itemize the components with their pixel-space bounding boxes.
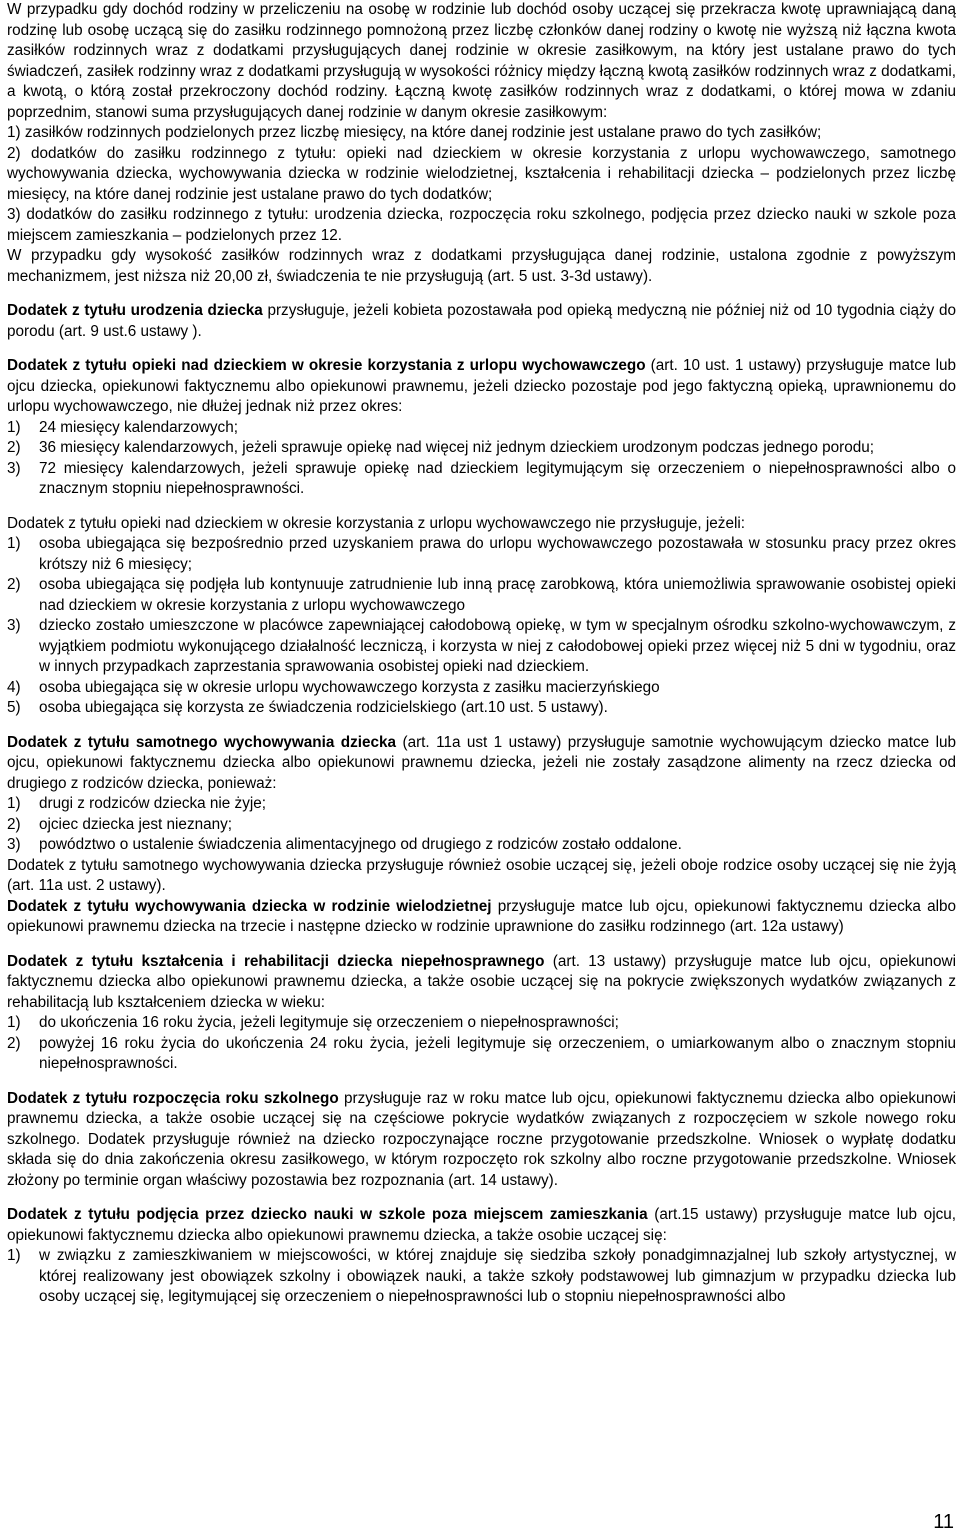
list-item-number: 1): [7, 1014, 21, 1031]
page-number: 11: [933, 1511, 954, 1533]
document-page: [7, 0, 956, 1308]
list-item: [7, 534, 956, 575]
list-item-text: w związku z zamieszkiwaniem w miejscowości, w której znajduje się siedziba szkoły ponadgimnazjalnej lub szkoły artystycznej, w której realizowany jest obowiązek szkolny i obowiązek nauki, a także szkoły podstawowej lub gimnazjum w przypadku dziecka lub osoby uczącej się, legitymującej się orzeczeniem o niepełnosprawności lub o stopniu niepełnosprawności albo: [39, 1247, 956, 1305]
care-text: (art. 10 ust. 1 ustawy) przysługuje matce lub ojcu dziecka, opiekunowi faktycznemu albo opiekunowi prawnemu, jeżeli dziecko pozostaje pod jego faktyczną opieką, uprawnionemu do urlopu wychowawczego, nie dłużej jednak niż przez okres:: [7, 357, 956, 415]
list-item-text: ojciec dziecka jest nieznany;: [39, 815, 233, 833]
list-item-text: osoba ubiegająca się korzysta ze świadczenia rodzicielskiego (art.10 ust. 5 ustawy).: [39, 699, 608, 716]
intro-threshold-paragraph: W przypadku gdy wysokość zasiłków rodzinnych wraz z dodatkami przysługująca danej rodzinie, ustalona zgodnie z powyższym mechanizmem, jest niższa niż 20,00 zł, świadczenia te nie przysługują (art. 5 ust. 3-3d ustawy).: [7, 247, 956, 285]
list-item: [7, 575, 956, 616]
education-heading: Dodatek z tytułu kształcenia i rehabilitacji dziecka niepełnosprawnego: [7, 952, 545, 970]
list-item-number: 1): [7, 1247, 21, 1264]
list-item-text: powyżej 16 roku życia do ukończenia 24 roku życia, jeżeli legitymuje się orzeczeniem, o umiarkowanym albo o znacznym stopniu niepełnosprawności.: [39, 1034, 956, 1072]
education-list: [7, 1013, 956, 1075]
single-list: [7, 794, 956, 856]
intro-paragraph: W przypadku gdy dochód rodziny w przeliczeniu na osobę w rodzinie lub dochód osoby uczącej się przekracza kwotę uprawniającą daną rodzinę lub osobę uczącą się do zasiłku rodzinnego pomnożoną przez liczbę członków danej rodziny o kwotę nie wyższą niż łączna kwota zasiłków rodzinnych wraz z dodatkami przysługujących danej rodzinie w okresie zasiłkowym, na który jest ustalane prawo do tych świadczeń, zasiłek rodzinny wraz z dodatkami przysługują w wysokości różnicy między łączną kwotą zasiłków rodzinnych wraz z dodatkami, a kwotą, o którą został przekroczony dochód rodziny. Łączną kwotę zasiłków rodzinnych wraz z dodatkami, o której mowa w zdaniu poprzednim, stanowi suma przysługujących danej rodzinie w danym okresie zasiłkowym:: [7, 1, 956, 121]
birth-heading: Dodatek z tytułu urodzenia dziecka: [7, 302, 263, 319]
list-item-text: osoba ubiegająca się bezpośrednio przed uzyskaniem prawa do urlopu wychowawczego pozostawała w stosunku pracy przez okres krótszy niż 6 miesięcy;: [39, 535, 956, 573]
list-item: [7, 1246, 956, 1308]
care-list: [7, 418, 956, 500]
away-school-section: [7, 1205, 956, 1246]
list-item-number: 5): [7, 699, 21, 716]
single-heading: Dodatek z tytułu samotnego wychowywania dziecka: [7, 733, 397, 751]
list-item-number: 2): [7, 439, 21, 456]
list-item-number: 1): [7, 418, 21, 436]
list-item: [7, 616, 956, 678]
list-item: [7, 1034, 956, 1075]
list-item-text: osoba ubiegająca się podjęła lub kontynuuje zatrudnienie lub inną pracę zarobkową, która uniemożliwia sprawowanie osobistej opieki nad dzieckiem w okresie korzystania z urlopu wychowawczego: [39, 576, 956, 614]
list-item-text: 72 miesięcy kalendarzowych, jeżeli sprawuje opiekę nad dzieckiem legitymującym się orzeczeniem o niepełnosprawności albo o znacznym stopniu niepełnosprawności.: [39, 459, 956, 497]
school-year-section: [7, 1089, 956, 1192]
list-item-number: 1): [7, 535, 21, 552]
list-item: [7, 698, 956, 719]
notcare-list: [7, 534, 956, 719]
education-text: (art. 13 ustawy) przysługuje matce lub ojcu, opiekunowi faktycznemu dziecka albo opiekunowi prawnemu dziecka, a także osobie uczącej się na pokrycie zwiększonych wydatków związanych z rehabilitacją lub kształceniem dziecka w wieku:: [7, 952, 956, 1011]
birth-text: przysługuje, jeżeli kobieta pozostawała pod opieką medyczną nie później niż od 10 tygodnia ciąży do porodu (art. 9 ust.6 ustawy ).: [7, 302, 956, 340]
list-item-text: dziecko zostało umieszczone w placówce zapewniającej całodobową opiekę, w tym w specjalnym ośrodku szkolno-wychowawczym, z wyjątkiem podmiotu wykonującego działalność leczniczą, i korzysta w niej z całodobowej opieki przez więcej niż 5 dni w tygodniu, oraz w innych przypadkach zaprzestania sprawowania osobistej opieki nad dzieckiem.: [39, 617, 956, 675]
list-item-text: 24 miesięcy kalendarzowych;: [39, 418, 238, 436]
list-item-number: 3): [7, 617, 21, 634]
list-item: [7, 794, 956, 815]
list-item-number: 1): [7, 795, 21, 812]
intro-point-3: 3) dodatków do zasiłku rodzinnego z tytułu: urodzenia dziecka, rozpoczęcia roku szkolnego, podjęcia przez dziecko nauki w szkole poza miejscem zamieszkania – podzielonych przez 12.: [7, 206, 956, 244]
care-section: [7, 356, 956, 418]
list-item-number: 2): [7, 1034, 21, 1052]
single-text: (art. 11a ust 1 ustawy) przysługuje samotnie wychowującym dziecko matce lub ojcu, opiekunowi faktycznemu dziecka albo opiekunowi prawnemu dziecka, jeżeli nie zostały zasądzone alimenty na rzecz dziecka od drugiego z rodziców dziecka, ponieważ:: [7, 733, 956, 792]
intro-point-1: 1) zasiłków rodzinnych podzielonych przez liczbę miesięcy, na które danej rodzinie jest ustalane prawo do tych zasiłków;: [7, 124, 822, 141]
single-section: [7, 733, 956, 795]
list-item-number: 4): [7, 678, 21, 696]
notcare-intro: Dodatek z tytułu opieki nad dzieckiem w okresie korzystania z urlopu wychowawczego nie przysługuje, jeżeli:: [7, 514, 746, 532]
large-family-section: [7, 897, 956, 938]
list-item-number: 2): [7, 576, 21, 593]
education-section: [7, 952, 956, 1014]
list-item: [7, 835, 956, 856]
single-extra: Dodatek z tytułu samotnego wychowywania dziecka przysługuje również osobie uczącej się, jeżeli oboje rodzice osoby uczącej się nie żyją (art. 11a ust. 2 ustawy).: [7, 856, 956, 894]
school-year-heading: Dodatek z tytułu rozpoczęcia roku szkolnego: [7, 1089, 339, 1107]
intro-point-2: 2) dodatków do zasiłku rodzinnego z tytułu: opieki nad dzieckiem w okresie korzystania z urlopu wychowawczego, samotnego wychowywania dziecka, wychowywania dziecka w rodzinie wielodzietnej, kształcenia i rehabilitacji dziecka – podzielonych przez liczbę miesięcy, na które danej rodzinie jest ustalane prawo do tych dodatków;: [7, 144, 956, 203]
list-item: [7, 678, 956, 699]
list-item: [7, 438, 956, 459]
list-item-text: osoba ubiegająca się w okresie urlopu wychowawczego korzysta z zasiłku macierzyńskiego: [39, 678, 660, 696]
care-heading: Dodatek z tytułu opieki nad dzieckiem w okresie korzystania z urlopu wychowawczego: [7, 357, 646, 374]
list-item: [7, 459, 956, 500]
large-family-heading: Dodatek z tytułu wychowywania dziecka w rodzinie wielodzietnej: [7, 897, 492, 915]
list-item: [7, 418, 956, 439]
list-item-number: 3): [7, 836, 21, 853]
list-item-text: 36 miesięcy kalendarzowych, jeżeli sprawuje opiekę nad więcej niż jednym dzieckiem urodzonym podczas jednego porodu;: [39, 439, 874, 456]
school-year-text: przysługuje raz w roku matce lub ojcu, opiekunowi faktycznemu dziecka albo opiekunowi prawnemu dziecka, a także osobie uczącej się na częściowe pokrycie wydatków związanych z rozpoczęciem w szkole nowego roku szkolnego. Dodatek przysługuje również na dziecko rozpoczynające roczne przygotowanie przedszkolne. Wniosek o wypłatę dodatku składa się do dnia zakończenia okresu zasiłkowego, w którym rozpoczęto rok szkolny albo roczne przygotowanie przedszkolne. Wniosek złożony po terminie organ właściwy pozostawia bez rozpoznania (art. 14 ustawy).: [7, 1089, 956, 1189]
away-school-heading: Dodatek z tytułu podjęcia przez dziecko nauki w szkole poza miejscem zamieszkania: [7, 1206, 648, 1223]
list-item: [7, 815, 956, 836]
list-item-text: drugi z rodziców dziecka nie żyje;: [39, 795, 267, 812]
list-item-number: 3): [7, 459, 21, 477]
list-item-number: 2): [7, 815, 21, 833]
list-item-text: powództwo o ustalenie świadczenia alimentacyjnego od drugiego z rodziców zostało oddalone.: [39, 836, 682, 853]
large-family-text: przysługuje matce lub ojcu, opiekunowi faktycznemu dziecka albo opiekunowi prawnemu dziecka na trzecie i następne dziecko w rodzinie uprawnione do zasiłku rodzinnego (art. 12a ustawy): [7, 897, 957, 935]
away-school-text: (art.15 ustawy) przysługuje matce lub ojcu, opiekunowi faktycznemu dziecka albo opiekunowi prawnemu dziecka, a także osobie uczącej się:: [7, 1206, 956, 1244]
list-item-text: do ukończenia 16 roku życia, jeżeli legitymuje się orzeczeniem o niepełnosprawności;: [39, 1014, 619, 1031]
list-item: [7, 1013, 956, 1034]
birth-section: [7, 301, 956, 342]
away-school-list: [7, 1246, 956, 1308]
